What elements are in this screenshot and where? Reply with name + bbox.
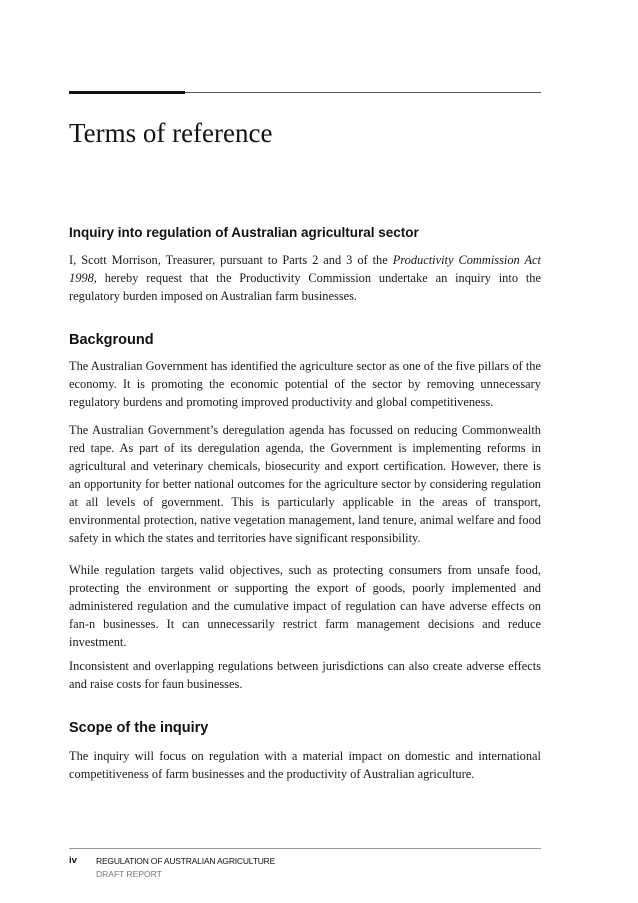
document-page	[69, 0, 541, 903]
background-paragraph-4: Inconsistent and overlapping regulations between jurisdictions can also create adverse effects and raise costs for faun businesses.	[69, 659, 541, 691]
background-paragraph-3: While regulation targets valid objectives, such as protecting consumers from unsafe food, protecting the environment or supporting the export of goods, poorly implemented and administered regulation and the cumulative impact of regulation can have adverse effects on fan-n businesses. It can unnecessarily restrict farm management decisions and reduce investment.	[69, 563, 541, 649]
scope-heading: Scope of the inquiry	[69, 720, 209, 736]
inquiry-heading: Inquiry into regulation of Australian agricultural sector	[69, 225, 419, 240]
scope-paragraph-1: The inquiry will focus on regulation with a material impact on domestic and international competitiveness of farm businesses and the productivity of Australian agriculture.	[69, 749, 541, 781]
inquiry-text-start: I, Scott Morrison, Treasurer, pursuant to Parts 2 and 3 of the	[69, 253, 393, 267]
footer-report-status: DRAFT REPORT	[96, 869, 162, 879]
inquiry-text-end: , hereby request that the Productivity Commission undertake an inquiry into the regulatory burden imposed on Australian farm businesses.	[69, 271, 541, 303]
page-title: Terms of reference	[69, 118, 273, 148]
background-paragraph-1: The Australian Government has identified the agriculture sector as one of the five pillars of the economy. It is promoting the economic potential of the sector by removing unnecessary regulatory burdens and promoting improved productivity and global competitiveness.	[69, 359, 541, 409]
background-heading: Background	[69, 332, 154, 348]
footer-rule	[69, 848, 541, 849]
inquiry-paragraph	[69, 251, 541, 305]
act-name: Productivity Commission Act 1998	[69, 253, 541, 285]
page-number: iv	[69, 855, 77, 866]
header-rule-accent	[69, 91, 185, 94]
footer-report-title: REGULATION OF AUSTRALIAN AGRICULTURE	[96, 856, 276, 866]
background-paragraph-2: The Australian Government’s deregulation agenda has focussed on reducing Commonwealth red tape. As part of its deregulation agenda, the Government is implementing reforms in agricultural and veterinary chemicals, biosecurity and export certification. However, there is an opportunity for better national outcomes for the agriculture sector by considering regulation at all levels of government. This is particularly applicable in the areas of transport, environmental protection, native vegetation management, land tenure, animal welfare and food safety in which the states and territories have significant responsibility.	[69, 423, 541, 545]
